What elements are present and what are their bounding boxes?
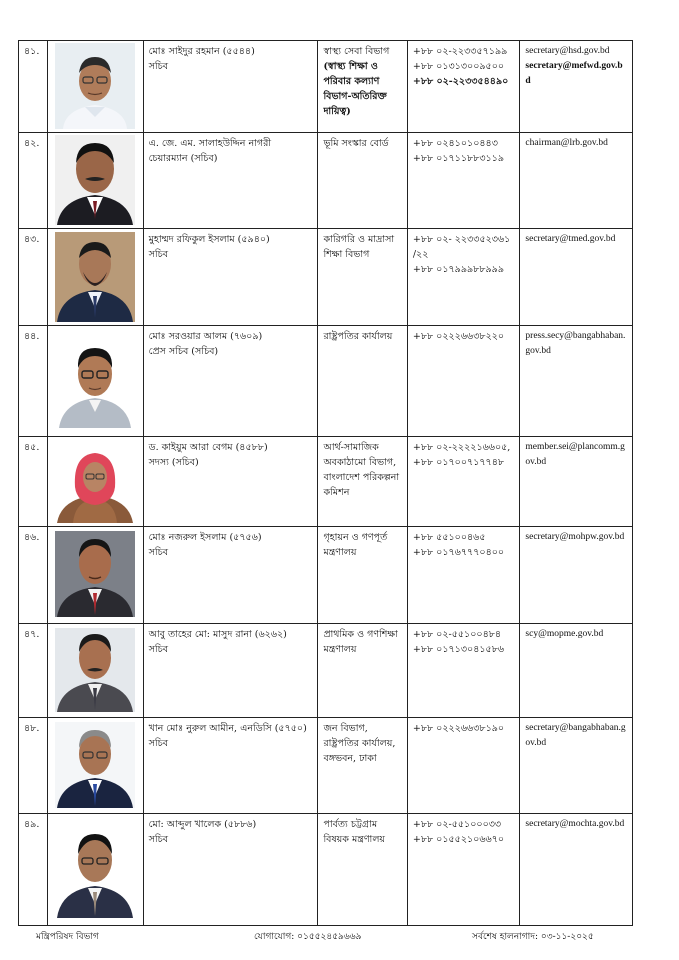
office-name: আর্থ-সামাজিক অবকাঠামো বিভাগ, বাংলাদেশ পরিকল্পনা কমিশন [323,442,400,498]
email-address-bold[interactable]: secretary@mefwd.gov.bd [525,61,623,86]
official-name: মোঃ সাইদুর রহমান (৫৫৪৪) [148,46,255,57]
official-photo [48,41,143,133]
official-name: মো: আব্দুল খালেক (৫৮৮৬) [148,819,257,830]
official-designation: সচিব [148,547,169,558]
email-address[interactable]: press.secy@bangabhaban.gov.bd [525,331,626,356]
official-photo [48,624,143,718]
serial-number: ৪৭. [19,624,48,718]
table-row [19,624,633,718]
official-name: খান মোঃ নুরুল আমীন, এনডিসি (৫৭৫০) [148,723,307,734]
phone-numbers: +৮৮ ০২-৫৫১০০৪৮৪ +৮৮ ০১৭১৩০৪১৫৮৬ [407,624,520,718]
officials-table [18,40,633,926]
table-row [19,527,633,624]
office-additional-charge: (স্বাস্থ্য শিক্ষা ও পরিবার কল্যাণ বিভাগ-অতিরিক্ত দায়িত্ব) [323,61,387,117]
footer-division: মন্ত্রিপরিষদ বিভাগ [36,932,99,942]
official-name: মোঃ নজরুল ইসলাম (৫৭৫৬) [148,532,262,543]
official-designation: সচিব [148,738,169,749]
email-address[interactable]: scy@mopme.gov.bd [525,629,604,639]
official-name: এ. জে. এম. সালাহউদ্দিন নাগরী [148,138,272,149]
table-row [19,229,633,326]
official-designation: চেয়ারম্যান (সচিব) [148,153,218,164]
phone-numbers: +৮৮ ০২-২২২২১৬৬০৫, +৮৮ ০১৭০০৭১৭৭৪৮ [407,437,520,527]
footer-contact: যোগাযোগ: ০১৫৫২৪৫৯৬৬৯ [254,932,362,942]
footer-last-updated: সর্বশেষ হালনাগাদ: ০৩-১১-২০২৫ [472,932,594,942]
official-designation: সচিব [148,249,169,260]
official-photo [48,718,143,814]
serial-number: ৪৪. [19,326,48,437]
phone-numbers: +৮৮ ০২২২৬৬৩৮১৯০ [407,718,520,814]
official-name: মুহাম্মদ রফিকুল ইসলাম (৫৯৪০) [148,234,270,245]
office-name: জন বিভাগ, রাষ্ট্রপতির কার্যালয়, বঙ্গভবন, ঢাকা [323,723,396,764]
office-name: পার্বত্য চট্টগ্রাম বিষয়ক মন্ত্রণালয় [323,819,385,845]
email-address[interactable]: chairman@lrb.gov.bd [525,138,608,148]
phone-numbers: +৮৮ ০২-২২৩৩৫৭১৯৯ +৮৮ ০১৩১৩০০৯৫০০ [412,46,508,72]
email-address[interactable]: secretary@hsd.gov.bd [525,46,610,56]
official-name: মোঃ সরওয়ার আলম (৭৬০৯) [148,331,263,342]
official-name: ড. কাইয়ুম আরা বেগম (৪৫৮৮) [148,442,268,453]
official-photo [48,527,143,624]
office-name: কারিগরি ও মাদ্রাসা শিক্ষা বিভাগ [323,234,395,260]
email-address[interactable]: secretary@bangabhaban.gov.bd [525,723,626,748]
serial-number: ৪৩. [19,229,48,326]
serial-number: ৪১. [19,41,48,133]
email-address[interactable]: secretary@mohpw.gov.bd [525,532,625,542]
phone-numbers: +৮৮ ০২-৫৫১০০০৩৩ +৮৮ ০১৫৫২১০৬৬৭০ [407,814,520,926]
serial-number: ৪৬. [19,527,48,624]
office-name: রাষ্ট্রপতির কার্যালয় [323,331,393,342]
phone-numbers: +৮৮ ৫৫১০০৪৬৫ +৮৮ ০১৭৬৭৭৭০৪০০ [407,527,520,624]
official-photo [48,437,143,527]
table-row [19,41,633,133]
table-row [19,718,633,814]
official-photo [48,133,143,229]
page-footer [18,929,633,945]
official-photo [48,229,143,326]
office-name: প্রাথমিক ও গণশিক্ষা মন্ত্রণালয় [323,629,398,655]
official-designation: সচিব [148,61,169,72]
official-name: আবু তাহের মো: মাসুদ রানা (৬২৬২) [148,629,287,640]
email-address[interactable]: secretary@mochta.gov.bd [525,819,625,829]
official-designation: সচিব [148,644,169,655]
official-designation: প্রেস সচিব (সচিব) [148,346,219,357]
email-address[interactable]: secretary@tmed.gov.bd [525,234,616,244]
office-name: গৃহায়ন ও গণপূর্ত মন্ত্রণালয় [323,532,388,558]
table-row [19,437,633,527]
phone-number-bold: +৮৮ ০২-২২৩৩৫৪৪৯০ [412,76,509,87]
serial-number: ৪৫. [19,437,48,527]
table-row [19,133,633,229]
table-row [19,814,633,926]
phone-numbers: +৮৮ ০২৪১০১০৪৪৩ +৮৮ ০১৭১১৮৮৩১১৯ [407,133,520,229]
serial-number: ৪৯. [19,814,48,926]
phone-numbers: +৮৮ ০২- ২২৩৩৫২৩৬১ /২২ +৮৮ ০১৭৯৯৯৮৮৯৯৯ [407,229,520,326]
official-photo [48,326,143,437]
phone-numbers: +৮৮ ০২২২৬৬৩৮২২০ [407,326,520,437]
table-row [19,326,633,437]
email-address[interactable]: member.sei@plancomm.gov.bd [525,442,625,467]
official-photo [48,814,143,926]
office-name: ভূমি সংস্কার বোর্ড [323,138,389,149]
official-designation: সদস্য (সচিব) [148,457,199,468]
serial-number: ৪৮. [19,718,48,814]
office-name: স্বাস্থ্য সেবা বিভাগ [323,46,390,57]
serial-number: ৪২. [19,133,48,229]
official-designation: সচিব [148,834,169,845]
